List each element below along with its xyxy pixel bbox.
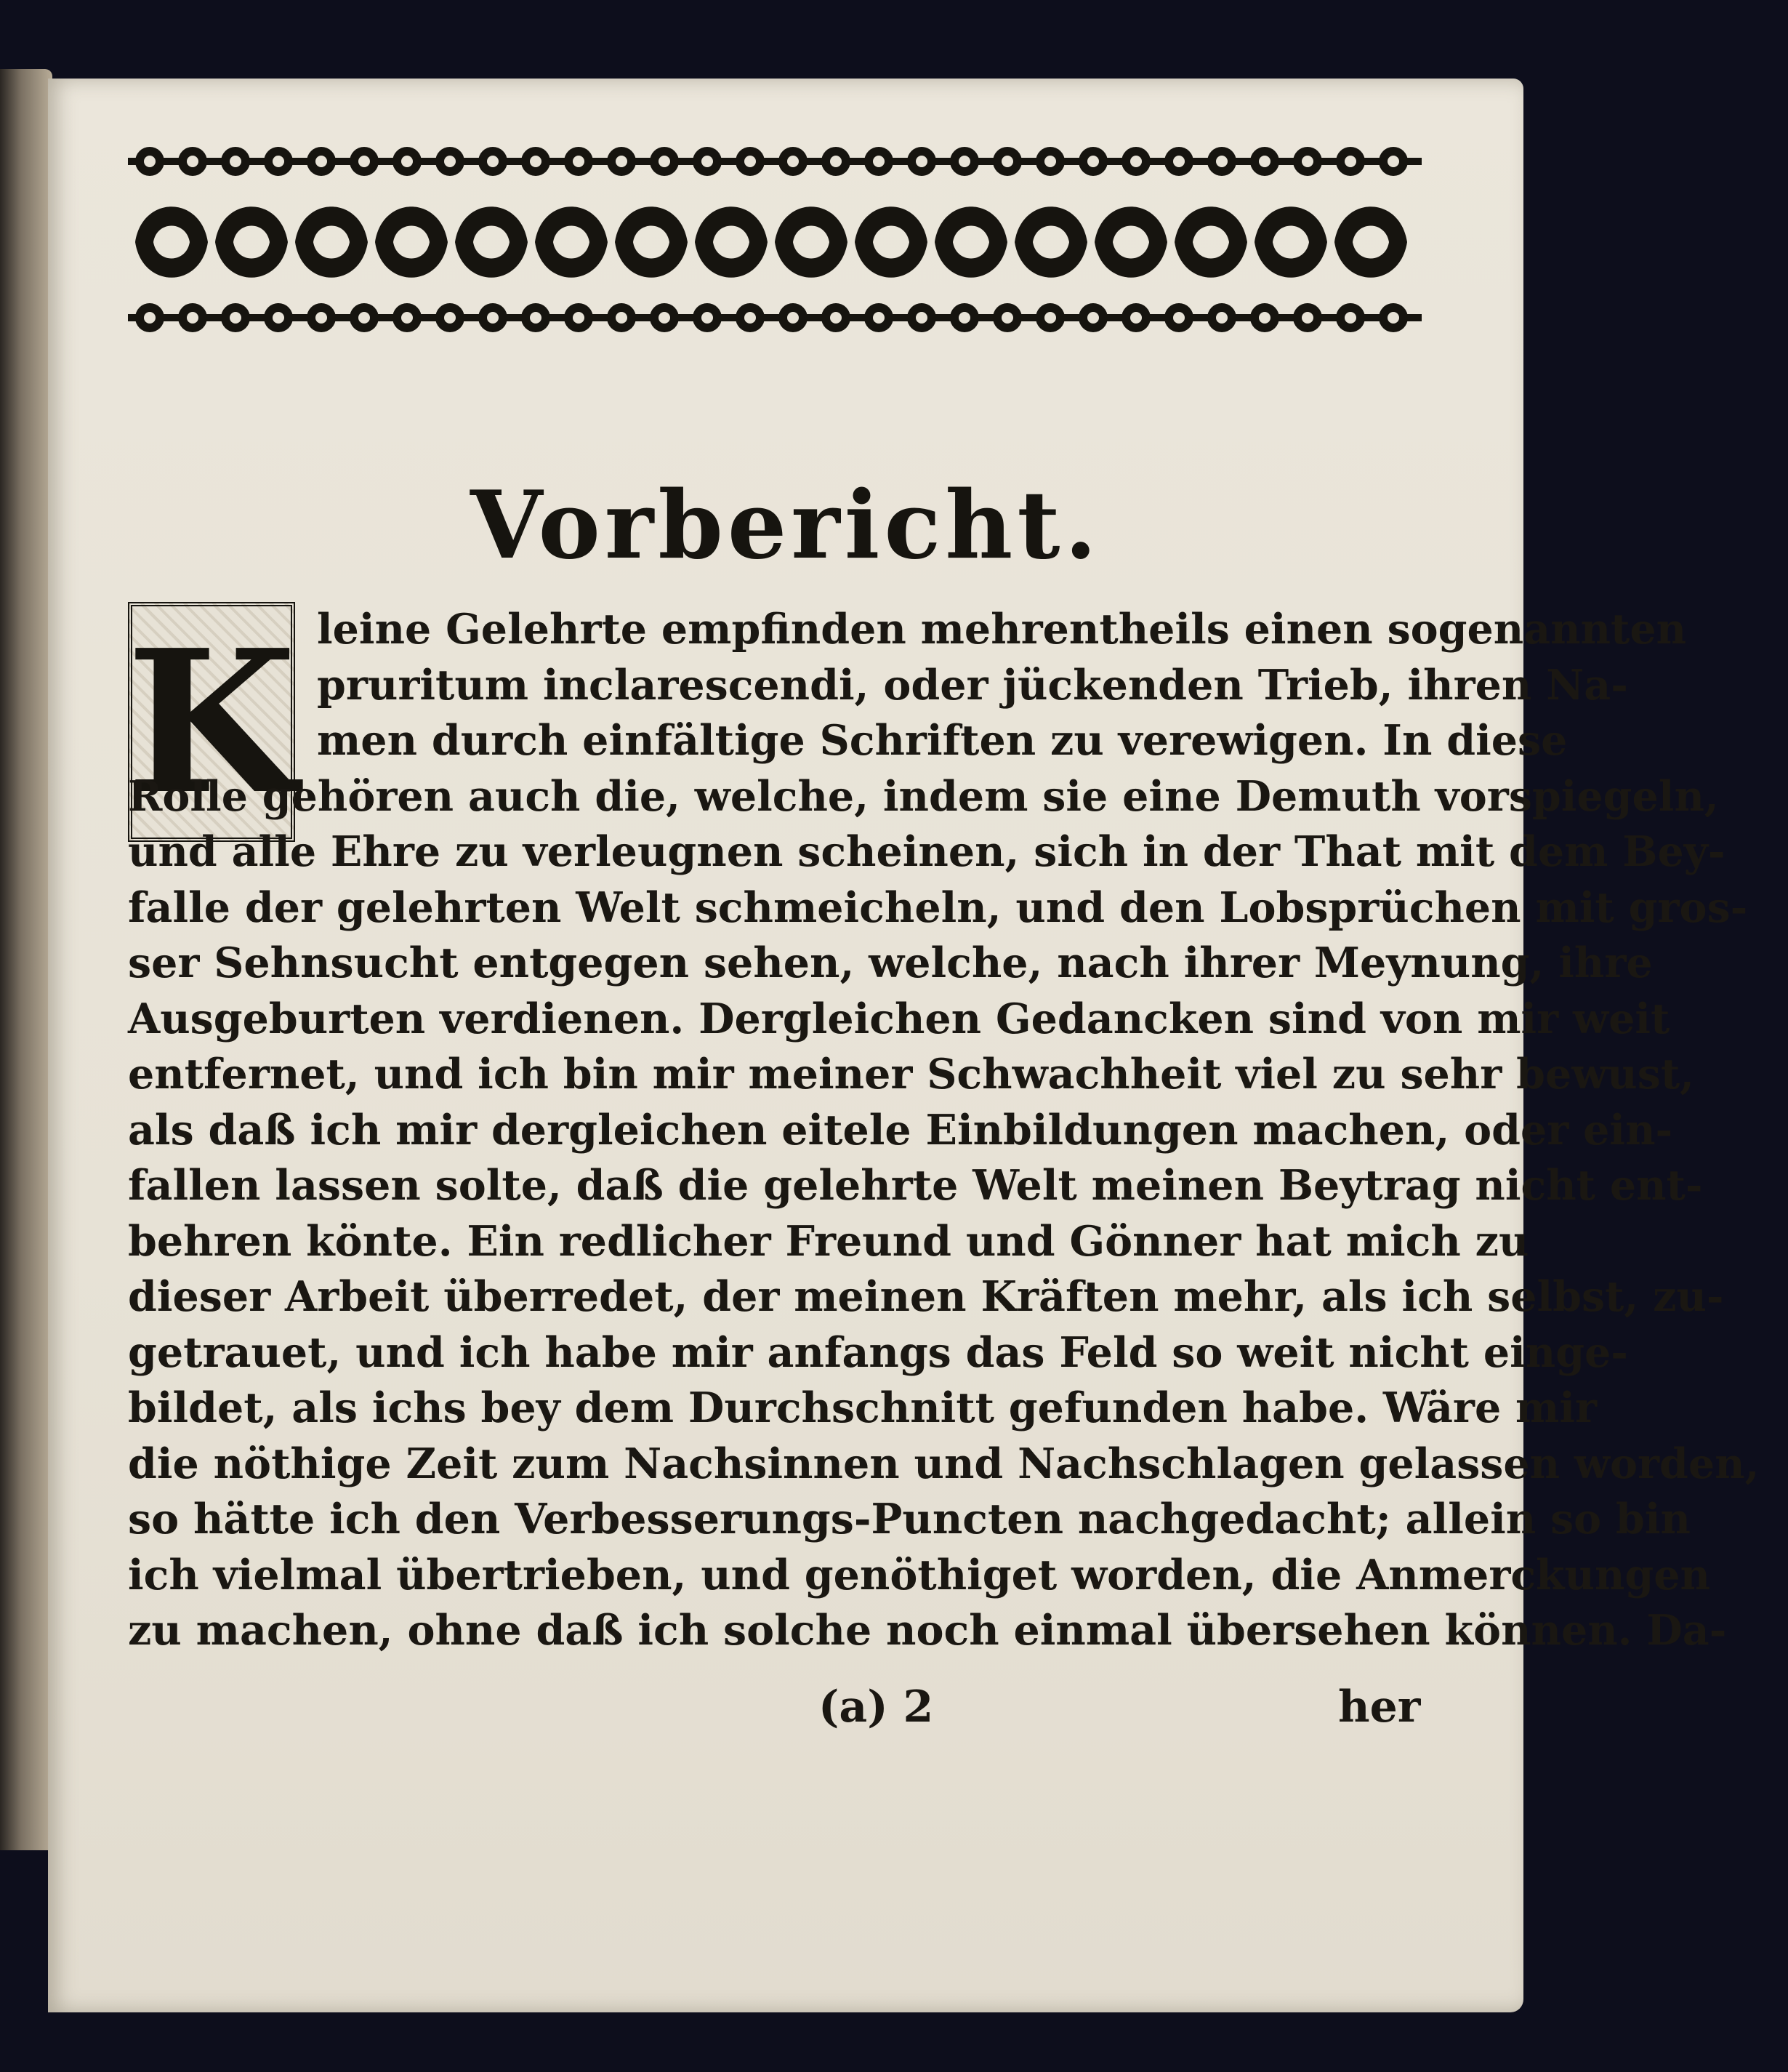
text-line: falle der gelehrten Welt schmeicheln, und den Lobsprüchen mit gros- [128, 883, 1748, 932]
text-line: ser Sehnsucht entgegen sehen, welche, nach ihrer Meynung, ihre [128, 939, 1653, 987]
text-line: als daß ich mir dergleichen eitele Einbildungen machen, oder ein- [128, 1105, 1673, 1155]
body-text [128, 602, 1760, 1659]
text-line: men durch einfältige Schriften zu verewigen. In diese [317, 716, 1568, 765]
text-line: Rolle gehören auch die, welche, indem sie eine Demuth vorspiegeln, [128, 771, 1719, 821]
text-line: pruritum inclarescendi, oder jückenden Trieb, ihren Na- [317, 660, 1628, 710]
text-line: leine Gelehrte empfinden mehrentheils einen sogenannten [317, 605, 1687, 654]
text-line: entfernet, und ich bin mir meiner Schwachheit viel zu sehr bewust, [128, 1050, 1695, 1099]
ornament-band-bottom [128, 297, 1422, 339]
book-page [48, 79, 1760, 2012]
text-line: die nöthige Zeit zum Nachsinnen und Nachschlagen gelassen worden, [128, 1439, 1760, 1488]
ornament-band-scrollwork [128, 188, 1422, 297]
catchword: her [1338, 1682, 1421, 1732]
text-line: fallen lassen solte, daß die gelehrte Welt meinen Beytrag nicht ent- [128, 1161, 1703, 1210]
text-line: ich vielmal übertrieben, und genöthiget worden, die Anmerckungen [128, 1550, 1710, 1599]
text-line: behren könte. Ein redlicher Freund und Gönner hat mich zu [128, 1216, 1529, 1266]
text-line: getrauet, und ich habe mir anfangs das Feld so weit nicht einge- [128, 1328, 1628, 1377]
text-line: und alle Ehre zu verleugnen scheinen, sich in der That mit dem Bey- [128, 827, 1725, 876]
signature-mark: (a) 2 [818, 1682, 934, 1732]
text-line: dieser Arbeit überredet, der meinen Kräften mehr, als ich selbst, zu- [128, 1272, 1724, 1321]
section-heading: Vorbericht. [470, 471, 1102, 580]
text-line: Ausgeburten verdienen. Dergleichen Gedancken sind von mir weit [128, 994, 1670, 1043]
text-line: zu machen, ohne daß ich solche noch einmal übersehen können. Da- [128, 1606, 1727, 1655]
text-line: bildet, als ichs bey dem Durchschnitt gefunden habe. Wäre mir [128, 1384, 1598, 1432]
previous-page-edge [0, 69, 52, 1850]
decorated-initial: K [128, 602, 295, 842]
ornament-band-top [128, 140, 1422, 182]
text-line: so hätte ich den Verbesserungs-Puncten nachgedacht; allein so bin [128, 1495, 1691, 1543]
